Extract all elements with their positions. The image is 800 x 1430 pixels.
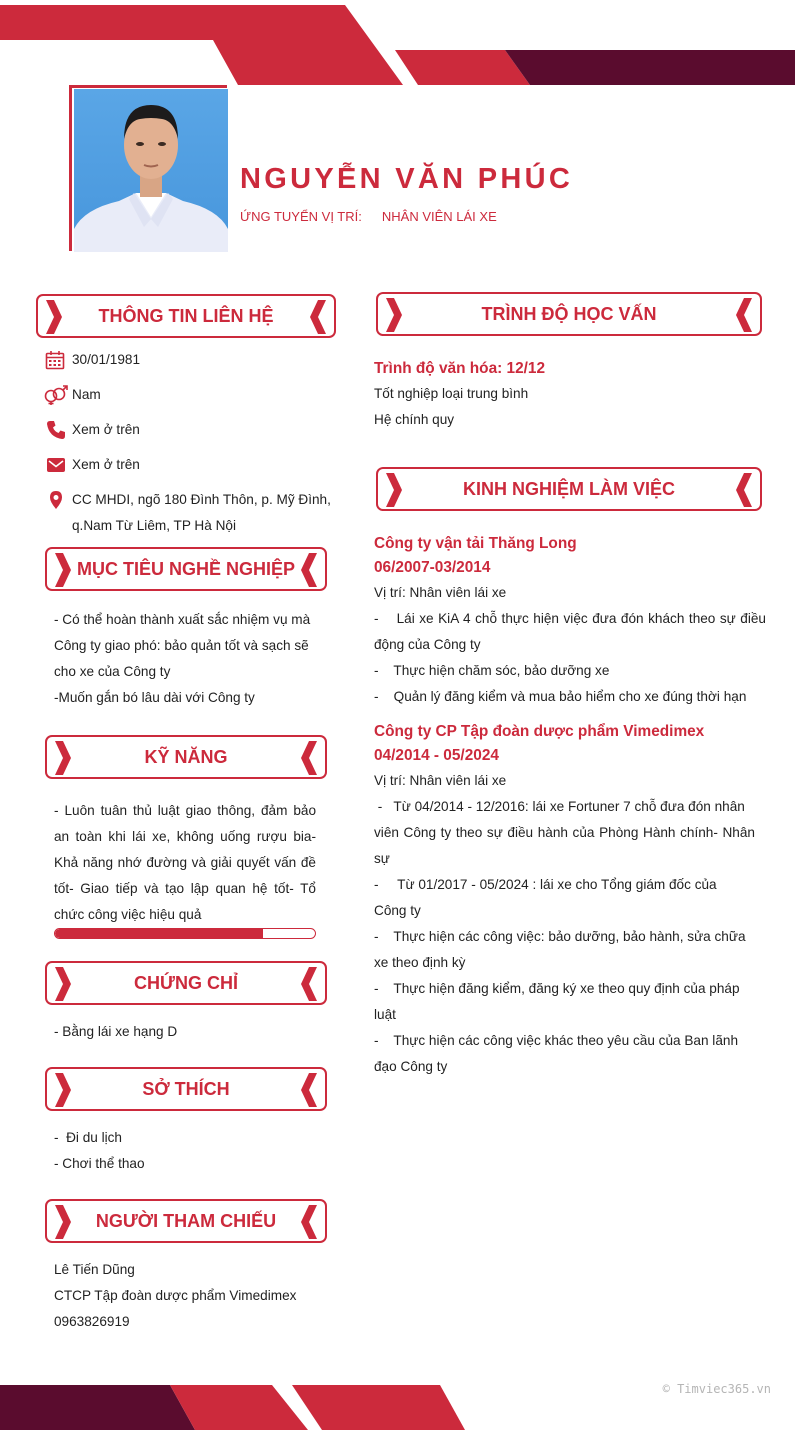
section-education — [376, 292, 762, 336]
hobby-line: - Đi du lịch — [54, 1130, 122, 1145]
section-education-title: TRÌNH ĐỘ HỌC VẤN — [481, 303, 657, 324]
objective-line: - Có thể hoàn thành xuất sắc nhiệm vụ mà — [54, 612, 311, 627]
skills-line: tốt- Giao tiếp và tạo lập quan hệ tốt- Tổ — [54, 881, 316, 896]
apply-position: NHÂN VIÊN LÁI XE — [381, 209, 497, 224]
job-period: 06/2007-03/2014 — [374, 559, 491, 576]
bracket-right-icon — [300, 740, 320, 776]
section-references — [45, 1199, 327, 1243]
skills-line: - Luôn tuân thủ luật giao thông, đảm bảo — [54, 803, 316, 818]
job-line: - Thực hiện đăng kiểm, đăng ký xe theo quy định của pháp — [374, 981, 740, 996]
section-experience-title: KINH NGHIỆM LÀM VIỆC — [462, 478, 675, 499]
section-skills-title: KỸ NĂNG — [144, 746, 228, 767]
copyright: © Timviec365.vn — [662, 1382, 771, 1396]
reference-line: 0963826919 — [54, 1314, 130, 1329]
education-line: Tốt nghiệp loại trung bình — [374, 386, 529, 401]
section-contact — [36, 294, 336, 338]
job-line: xe theo định kỳ — [374, 955, 466, 970]
skill-level-bar — [54, 928, 316, 939]
education-line: Hệ chính quy — [374, 412, 455, 427]
skill-level-fill — [55, 929, 263, 938]
section-hobbies-title: SỞ THÍCH — [142, 1078, 230, 1099]
job-line: - Thực hiện chăm sóc, bảo dưỡng xe — [374, 663, 610, 678]
contact-phone: Xem ở trên — [72, 422, 140, 437]
bracket-right-icon — [309, 299, 329, 335]
bracket-right-icon — [300, 966, 320, 1002]
hobby-line: - Chơi thể thao — [54, 1156, 145, 1171]
job-company: Công ty vận tải Thăng Long — [374, 535, 577, 552]
location-icon — [46, 490, 66, 510]
section-experience — [376, 467, 762, 511]
certificate-line: - Bằng lái xe hạng D — [54, 1024, 178, 1039]
bracket-right-icon — [300, 552, 320, 588]
section-objective-title: MỤC TIÊU NGHỀ NGHIỆP — [76, 558, 295, 579]
bracket-right-icon — [735, 472, 755, 508]
gender-icon — [43, 385, 69, 405]
apply-position-line — [240, 209, 497, 224]
email-icon — [46, 455, 66, 475]
section-certificates-title: CHỨNG CHỈ — [134, 972, 238, 993]
section-skills — [45, 735, 327, 779]
reference-line: CTCP Tập đoàn dược phẩm Vimedimex — [54, 1288, 297, 1303]
bracket-right-icon — [300, 1204, 320, 1240]
job-line: - Thực hiện các công việc khác theo yêu cầu của Ban lãnh — [374, 1033, 739, 1048]
job-company: Công ty CP Tập đoàn dược phẩm Vimedimex — [374, 723, 705, 740]
calendar-icon — [45, 350, 65, 370]
phone-icon — [46, 420, 66, 440]
job-line: - Quản lý đăng kiểm và mua bảo hiểm cho xe đúng thời hạn — [374, 689, 747, 704]
section-certificates — [45, 961, 327, 1005]
education-level: Trình độ văn hóa: 12/12 — [374, 360, 546, 377]
contact-address-line1: CC MHDI, ngõ 180 Đình Thôn, p. Mỹ Đình, — [72, 492, 331, 507]
job-line: - Từ 04/2014 - 12/2016: lái xe Fortuner 7 chỗ đưa đón nhân — [374, 799, 745, 814]
top-decoration — [0, 0, 800, 90]
job-line: Vị trí: Nhân viên lái xe — [374, 773, 507, 788]
job-line: Công ty — [374, 903, 421, 918]
job-line: Vị trí: Nhân viên lái xe — [374, 585, 507, 600]
skills-line: Khả năng nhớ đường và giải quyết vấn đề — [54, 855, 316, 870]
objective-line: cho xe của Công ty — [54, 664, 171, 679]
apply-label: ỨNG TUYỂN VỊ TRÍ: — [240, 209, 362, 224]
objective-line: Công ty giao phó: bảo quản tốt và sạch sẽ — [54, 638, 309, 653]
candidate-name: NGUYỄN VĂN PHÚC — [240, 163, 574, 195]
job-line: luật — [374, 1007, 396, 1022]
section-objective — [45, 547, 327, 591]
contact-email: Xem ở trên — [72, 457, 140, 472]
contact-birthday: 30/01/1981 — [72, 352, 141, 367]
job-line: sự — [374, 851, 390, 866]
skills-line: chức công việc hiệu quả — [54, 907, 202, 922]
section-references-title: NGƯỜI THAM CHIẾU — [95, 1210, 277, 1231]
job-period: 04/2014 - 05/2024 — [374, 747, 499, 764]
contact-gender: Nam — [72, 387, 101, 402]
job-line: - Từ 01/2017 - 05/2024 : lái xe cho Tổng giám đốc của — [374, 877, 717, 892]
bracket-right-icon — [735, 297, 755, 333]
objective-line: -Muốn gắn bó lâu dài với Công ty — [54, 690, 255, 705]
reference-line: Lê Tiến Dũng — [54, 1262, 135, 1277]
job-line: động của Công ty — [374, 637, 481, 652]
contact-address-line2: q.Nam Từ Liêm, TP Hà Nội — [72, 518, 236, 533]
job-line: đạo Công ty — [374, 1059, 448, 1074]
job-line: - Lái xe KiA 4 chỗ thực hiện việc đưa đón khách theo sự điều — [374, 611, 766, 626]
bracket-right-icon — [300, 1072, 320, 1108]
job-line: - Thực hiện các công việc: bảo dưỡng, bảo hành, sửa chữa — [374, 929, 746, 944]
avatar — [74, 89, 228, 252]
section-contact-title: THÔNG TIN LIÊN HỆ — [98, 305, 274, 326]
job-line: viên Công ty theo sự điều hành của Phòng Hành chính- Nhân — [374, 825, 755, 840]
skills-line: an toàn khi lái xe, không uống rượu bia- — [54, 829, 316, 844]
section-hobbies — [45, 1067, 327, 1111]
